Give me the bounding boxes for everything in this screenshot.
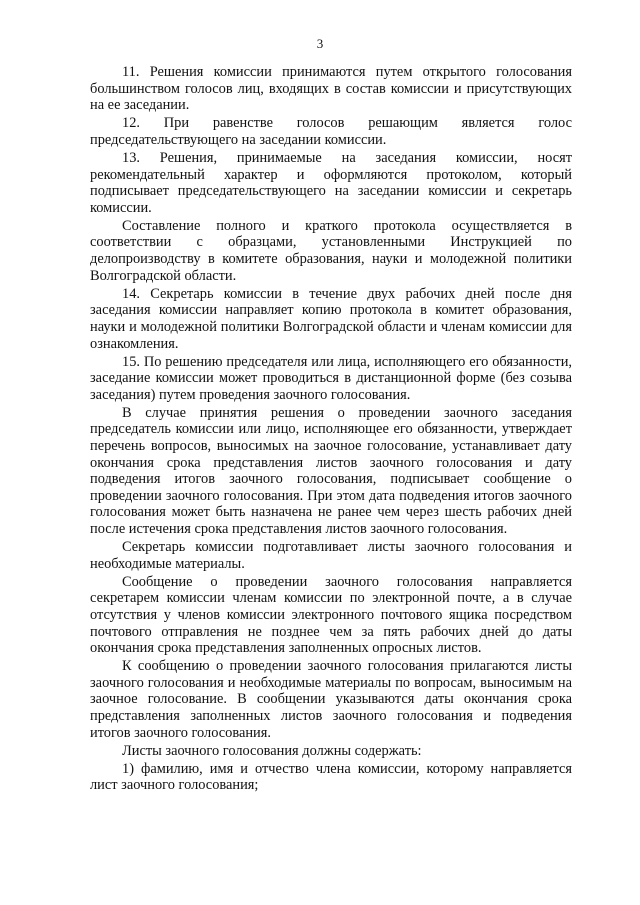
paragraph-item-14: 14. Секретарь комиссии в течение двух рабочих дней после дня заседания комиссии направляет копию протокола в комитет образования, науки и молодежной политики Волгоградской области и членам комиссии для ознакомления. [90, 285, 572, 352]
paragraph-item-11: 11. Решения комиссии принимаются путем открытого голосования большинством голосов лиц, входящих в состав комиссии и присутствующих на ее заседании. [90, 64, 572, 114]
paragraph-secretary-materials: Секретарь комиссии подготавливает листы заочного голосования и необходимые материалы. [90, 539, 572, 572]
paragraph-item-15: 15. По решению председателя или лица, исполняющего его обязанности, заседание комиссии может проводиться в дистанционной форме (без созыва заседания) путем проведения заочного голосования. [90, 353, 572, 403]
paragraph-ballot-contents-intro: Листы заочного голосования должны содержать: [122, 742, 422, 759]
paragraph-remote-meeting-decision: В случае принятия решения о проведении заочного заседания председатель комиссии или лицо, исполняющее его обязанности, утверждает перечень вопросов, выносимых на заочное голосование, устанавливает дату окончания срока представления листов заочного голосования и дату подведения итогов заочного голосования, подписывает сообщение о проведении заочного голосования. При этом дата подведения итогов заочного голосования может быть назначена не ранее чем через шесть рабочих дней после истечения срока представления листов заочного голосования. [90, 404, 572, 538]
paragraph-item-13: 13. Решения, принимаемые на заседания комиссии, носят рекомендательный характер и оформляются протоколом, который подписывает председательствующего на заседании комиссии и секретарь комиссии. [90, 149, 572, 216]
paragraph-item-12: 12. При равенстве голосов решающим является голос председательствующего на заседании комиссии. [90, 115, 572, 148]
paragraph-notification-sending: Сообщение о проведении заочного голосования направляется секретарем комиссии членам комиссии по электронной почте, а в случае отсутствия у членов комиссии электронного почтового ящика посредством почтового отправления не позднее чем за пять рабочих дней до даты окончания срока представления заполненных опросных листов. [90, 573, 572, 657]
page-number: 3 [316, 36, 324, 51]
paragraph-protocol-format: Составление полного и краткого протокола осуществляется в соответствии с образцами, установленными Инструкцией по делопроизводству в комитете образования, науки и молодежной политики Волгоградской области. [90, 217, 572, 284]
paragraph-notification-attachments: К сообщению о проведении заочного голосования прилагаются листы заочного голосования и необходимые материалы по вопросам, выносимым на заочное голосование. В сообщении указываются даты окончания срока представления заполненных листов заочного голосования и подведения итогов заочного голосования. [90, 658, 572, 741]
paragraph-ballot-item-1: 1) фамилию, имя и отчество члена комиссии, которому направляется лист заочного голосования; [90, 760, 572, 794]
document-body [90, 64, 572, 794]
